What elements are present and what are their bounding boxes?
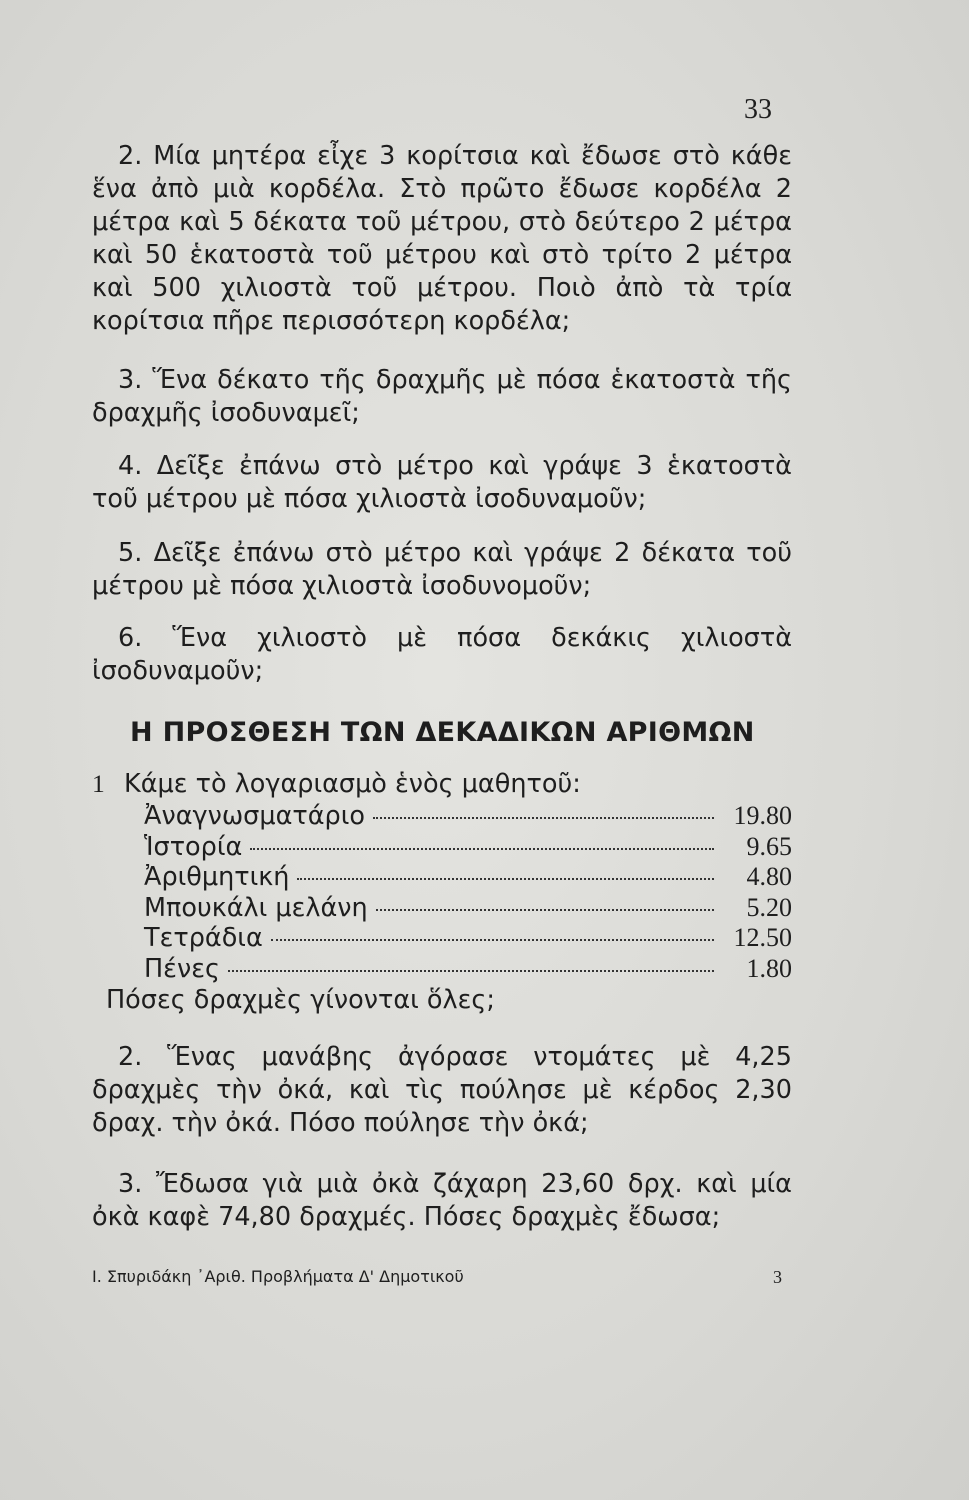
leader-dots <box>376 909 714 911</box>
expense-amount: 9.65 <box>746 831 792 861</box>
expense-row <box>92 862 792 893</box>
leader-dots <box>250 848 714 850</box>
expense-row <box>92 832 792 863</box>
exercise-1-question: Πόσες δραχμὲς γίνονται ὅλες; <box>106 985 495 1015</box>
expense-amount: 4.80 <box>746 862 792 891</box>
expense-label: Τετράδια <box>144 923 263 953</box>
expense-amount: 19.80 <box>733 801 792 830</box>
exercise-paragraph-3: 3. Ἕνα δέκατο τῆς δραχμῆς μὲ πόσα ἑκατοστὰ τῆς δραχμῆς ἰσοδυναμεῖ; <box>92 365 792 428</box>
exercise-1-intro <box>92 767 792 801</box>
exercise-paragraph-3b: 3. Ἔδωσα γιὰ μιὰ ὀκὰ ζάχαρη 23,60 δρχ. καὶ μία ὀκὰ καφὲ 74,80 δραχμές. Πόσες δραχμὲς ἔδωσα; <box>92 1169 792 1232</box>
leader-dots <box>297 878 714 880</box>
section-heading: Η ΠΡΟΣΘΕΣΗ ΤΩΝ ΔΕΚΑΔΙΚΩΝ ΑΡΙΘΜΩΝ <box>130 717 755 748</box>
exercise-paragraph-5: 5. Δεῖξε ἐπάνω στὸ μέτρο καὶ γράψε 2 δέκατα τοῦ μέτρου μὲ πόσα χιλιοστὰ ἰσοδυνομοῦν; <box>92 538 792 601</box>
leader-dots <box>271 939 714 941</box>
exercise-paragraph-6: 6. Ἕνα χιλιοστὸ μὲ πόσα δεκάκις χιλιοστὰ ἰσοδυναμοῦν; <box>92 623 792 686</box>
page-content <box>92 140 792 1234</box>
page-footer <box>92 1267 782 1288</box>
exercise-1-intro-text: Κάμε τὸ λογαριασμὸ ἑνὸς μαθητοῦ: <box>124 769 581 799</box>
page-number: 33 <box>744 94 772 125</box>
expense-label: Μπουκάλι μελάνη <box>144 892 368 923</box>
exercise-paragraph-2b: 2. Ἕνας μανάβης ἀγόρασε ντομάτες μὲ 4,25 δραχμὲς τὴν ὀκά, καὶ τὶς πούλησε μὲ κέρδος 2,30 δραχ. τὴν ὀκά. Πόσο πούλησε τὴν ὀκά; <box>92 1042 792 1138</box>
expense-label: Ἱστορία <box>144 831 243 862</box>
leader-dots <box>228 970 714 972</box>
exercise-paragraph-4: 4. Δεῖξε ἐπάνω στὸ μέτρο καὶ γράψε 3 ἑκατοστὰ τοῦ μέτρου μὲ πόσα χιλιοστὰ ἰσοδυναμοῦν; <box>92 451 792 514</box>
expense-label: Πένες <box>144 953 220 984</box>
printer-signature: 3 <box>773 1267 782 1287</box>
leader-dots <box>373 817 714 819</box>
footer-credit: Ι. Σπυριδάκη ᾿Αριθ. Προβλήματα Δ' Δημοτικοῦ <box>92 1267 464 1286</box>
expense-row <box>92 923 792 954</box>
expense-label: Ἀριθμητική <box>144 862 290 892</box>
exercise-paragraph-2: 2. Μία μητέρα εἶχε 3 κορίτσια καὶ ἔδωσε στὸ κάθε ἕνα ἀπὸ μιὰ κορδέλα. Στὸ πρῶτο ἔδωσε κορδέλα 2 μέτρα καὶ 5 δέκατα τοῦ μέτρου, στὸ δεύτερο 2 μέτρα καὶ 50 ἑκατοστὰ τοῦ μέτρου καὶ στὸ τρίτο 2 μέτρα καὶ 500 χιλιοστὰ τοῦ μέτρου. Ποιὸ ἀπὸ τὰ τρία κορίτσια πῆρε περισσότερη κορδέλα; <box>92 141 792 336</box>
expense-row <box>92 801 792 832</box>
expense-row <box>92 954 792 985</box>
expense-amount: 5.20 <box>746 892 792 922</box>
expense-label: Ἀναγνωσματάριο <box>144 801 365 831</box>
expense-row <box>92 893 792 924</box>
expense-list <box>92 801 792 984</box>
expense-amount: 1.80 <box>746 953 792 983</box>
expense-amount: 12.50 <box>733 923 792 952</box>
exercise-1-number: 1 <box>92 769 105 798</box>
